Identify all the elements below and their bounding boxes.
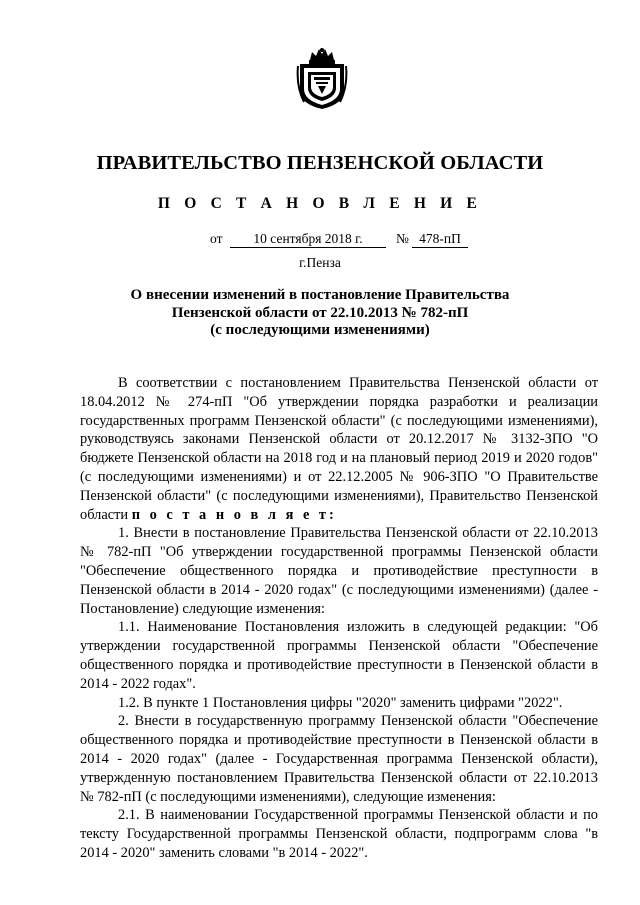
intro-text: В соответствии с постановлением Правительства Пензенской области от 18.04.2012 № 274-пП "Об утверждении порядка разработки и реализации государственных программ Пензенской области" (с последующими изменениями), руководствуясь законами Пензенской области от 20.12.2017 № 3132-ЗПО "О бюджете Пензенской области на 2018 год и на плановый период 2019 и 2020 годов" (с последующими изменениями) и от 22.12.2005 № 906-ЗПО "О Правительстве Пензенской области" (с последующими изменениями), Правительство Пензенской области xyxy=(80,375,598,523)
subject-line: Пензенской области от 22.10.2013 № 782-пП xyxy=(171,304,469,321)
paragraph-1-2: 1.2. В пункте 1 Постановления цифры "2020" заменить цифрами "2022". xyxy=(118,694,563,711)
document-subject xyxy=(80,287,560,340)
date-number-line xyxy=(210,231,470,249)
number-prefix: № xyxy=(396,231,409,246)
city: г.Пенза xyxy=(299,255,341,270)
document-date: 10 сентября 2018 г. xyxy=(230,231,386,248)
paragraph-2-1: 2.1. В наименовании Государственной программы Пензенской области и по тексту Государственной программы Пензенской области, подпрограмм слова "в 2014 - 2020" заменить словами "в 2014 - 2022". xyxy=(80,807,598,861)
paragraph-2: 2. Внести в государственную программу Пензенской области "Обеспечение общественного порядка и противодействие преступности в Пензенской области в 2014 - 2020 годах" (далее - Государственная программа Пензенской области), утвержденную постановлением Правительства Пензенской области от 22.10.2013 № 782-пП (с последующими изменениями), следующие изменения: xyxy=(80,713,598,805)
paragraph-1-1: 1.1. Наименование Постановления изложить в следующей редакции: "Об утверждении государственной программы Пензенской области "Обеспечение общественного порядка и противодействие преступности в Пензенской области в 2014 - 2022 годах". xyxy=(80,619,598,692)
document-number: 478-пП xyxy=(412,231,468,248)
subject-line: (с последующими изменениями) xyxy=(210,322,430,338)
decree-word: п о с т а н о в л я е т: xyxy=(131,506,337,523)
document-type: П О С Т А Н О В Л Е Н И Е xyxy=(157,195,483,212)
subject-line: О внесении изменений в постановление Правительства xyxy=(130,287,510,303)
coat-of-arms-icon xyxy=(296,46,348,110)
date-prefix: от xyxy=(210,231,223,246)
document-body xyxy=(80,374,598,863)
organization-name: ПРАВИТЕЛЬСТВО ПЕНЗЕНСКОЙ ОБЛАСТИ xyxy=(96,152,544,174)
paragraph-1: 1. Внести в постановление Правительства Пензенской области от 22.10.2013 № 782-пП "Об утверждении государственной программы Пензенской области "Обеспечение общественного порядка и противодействие преступности в Пензенской области в 2014 - 2020 годах" (с последующими изменениями) (далее - Постановление) следующие изменения: xyxy=(80,525,598,617)
paragraph-intro xyxy=(80,374,598,524)
